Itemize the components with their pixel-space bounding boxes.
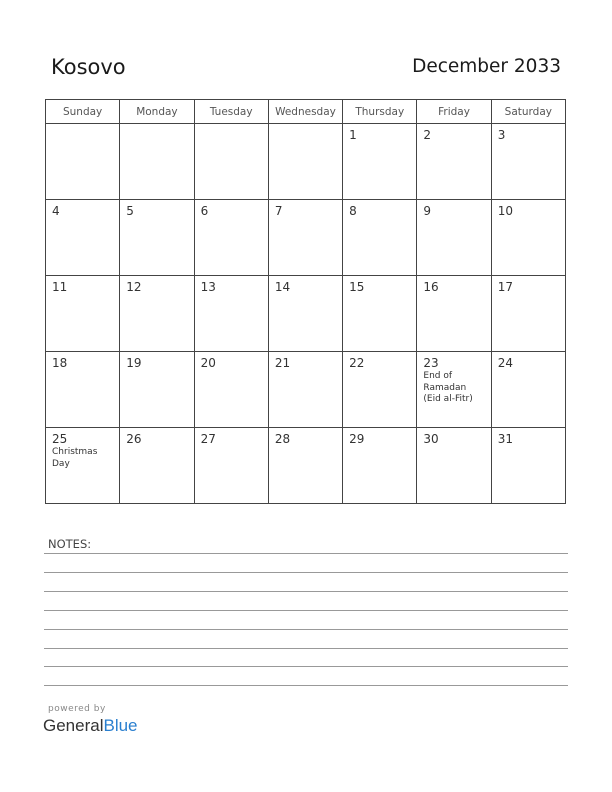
notes-line [44, 648, 568, 649]
calendar-week-row [46, 124, 566, 200]
day-number: 2 [423, 128, 432, 142]
calendar-day-cell[interactable] [46, 352, 120, 428]
day-number: 18 [52, 356, 68, 370]
day-number: 5 [126, 204, 134, 218]
calendar-day-cell[interactable] [417, 352, 491, 428]
calendar-day-cell[interactable] [46, 124, 120, 200]
notes-line [44, 610, 568, 611]
day-number: 25 [52, 432, 68, 446]
weekday-header: Thursday [343, 100, 417, 124]
weekday-header: Wednesday [268, 100, 342, 124]
calendar-week-row [46, 352, 566, 428]
calendar-day-cell[interactable] [120, 428, 194, 504]
day-number: 21 [274, 356, 291, 370]
day-number: 4 [52, 204, 60, 218]
day-number: 26 [126, 432, 142, 446]
notes-line [44, 591, 568, 592]
weekday-header: Sunday [46, 100, 120, 124]
day-number: 12 [126, 280, 142, 294]
calendar-day-cell[interactable] [120, 352, 194, 428]
calendar-day-cell[interactable] [491, 428, 565, 504]
day-number: 1 [349, 128, 357, 142]
holiday-label: Christmas Day [52, 447, 98, 469]
powered-by-text: powered by [48, 704, 106, 714]
calendar-day-cell[interactable] [268, 124, 342, 200]
weekday-header: Saturday [491, 100, 565, 124]
notes-line [44, 685, 568, 686]
day-number: 19 [126, 356, 142, 370]
calendar-day-cell[interactable] [194, 428, 268, 504]
day-number: 23 [423, 356, 439, 370]
calendar-day-cell[interactable] [343, 276, 417, 352]
calendar-week-row [46, 428, 566, 504]
country-title: Kosovo [51, 55, 126, 79]
calendar-day-cell[interactable] [268, 352, 342, 428]
calendar-day-cell[interactable] [46, 276, 120, 352]
day-number: 11 [52, 280, 68, 294]
calendar-week-row [46, 200, 566, 276]
day-number: 9 [423, 204, 432, 218]
calendar-grid [45, 99, 566, 504]
day-number: 27 [200, 432, 216, 446]
day-number: 13 [200, 280, 216, 294]
calendar-day-cell[interactable] [46, 428, 120, 504]
calendar-day-cell[interactable] [120, 200, 194, 276]
calendar-day-cell[interactable] [268, 428, 342, 504]
weekday-header: Friday [417, 100, 491, 124]
calendar-day-cell[interactable] [194, 276, 268, 352]
calendar-day-cell[interactable] [417, 200, 491, 276]
day-number: 7 [274, 204, 283, 218]
day-number: 6 [200, 204, 209, 218]
calendar-day-cell[interactable] [491, 200, 565, 276]
month-year-title: December 2033 [412, 56, 561, 77]
calendar-day-cell[interactable] [194, 124, 268, 200]
calendar-day-cell[interactable] [194, 352, 268, 428]
weekday-header: Tuesday [194, 100, 268, 124]
calendar-day-cell[interactable] [491, 124, 565, 200]
brand-blue-text: Blue [103, 716, 138, 735]
day-number: 15 [349, 280, 365, 294]
notes-line [44, 572, 568, 573]
calendar-day-cell[interactable] [491, 352, 565, 428]
day-number: 30 [423, 432, 439, 446]
day-number: 14 [274, 280, 291, 294]
day-number: 8 [349, 204, 357, 218]
weekday-header: Monday [120, 100, 194, 124]
calendar-day-cell[interactable] [120, 276, 194, 352]
notes-line [44, 553, 568, 554]
calendar-day-cell[interactable] [194, 200, 268, 276]
notes-line [44, 666, 568, 667]
day-number: 29 [349, 432, 365, 446]
generalblue-logo [43, 716, 138, 736]
calendar-day-cell[interactable] [417, 276, 491, 352]
day-number: 24 [497, 356, 513, 370]
calendar-day-cell[interactable] [343, 200, 417, 276]
calendar-week-row [46, 276, 566, 352]
calendar-day-cell[interactable] [343, 352, 417, 428]
calendar-day-cell[interactable] [417, 124, 491, 200]
calendar-day-cell[interactable] [268, 276, 342, 352]
calendar-day-cell[interactable] [46, 200, 120, 276]
calendar-day-cell[interactable] [343, 124, 417, 200]
day-number: 3 [497, 128, 506, 142]
day-number: 17 [497, 280, 513, 294]
notes-label: NOTES: [48, 537, 92, 551]
calendar-day-cell[interactable] [491, 276, 565, 352]
calendar-day-cell[interactable] [343, 428, 417, 504]
holiday-label: End of Ramadan (Eid al-Fitr) [423, 371, 473, 404]
calendar-day-cell[interactable] [417, 428, 491, 504]
day-number: 16 [423, 280, 439, 294]
weekday-header-row [46, 100, 566, 124]
day-number: 22 [349, 356, 365, 370]
calendar-day-cell[interactable] [268, 200, 342, 276]
brand-general-text: General [43, 716, 104, 735]
day-number: 28 [274, 432, 291, 446]
day-number: 20 [200, 356, 216, 370]
notes-line [44, 629, 568, 630]
day-number: 31 [497, 432, 513, 446]
calendar-day-cell[interactable] [120, 124, 194, 200]
day-number: 10 [497, 204, 513, 218]
